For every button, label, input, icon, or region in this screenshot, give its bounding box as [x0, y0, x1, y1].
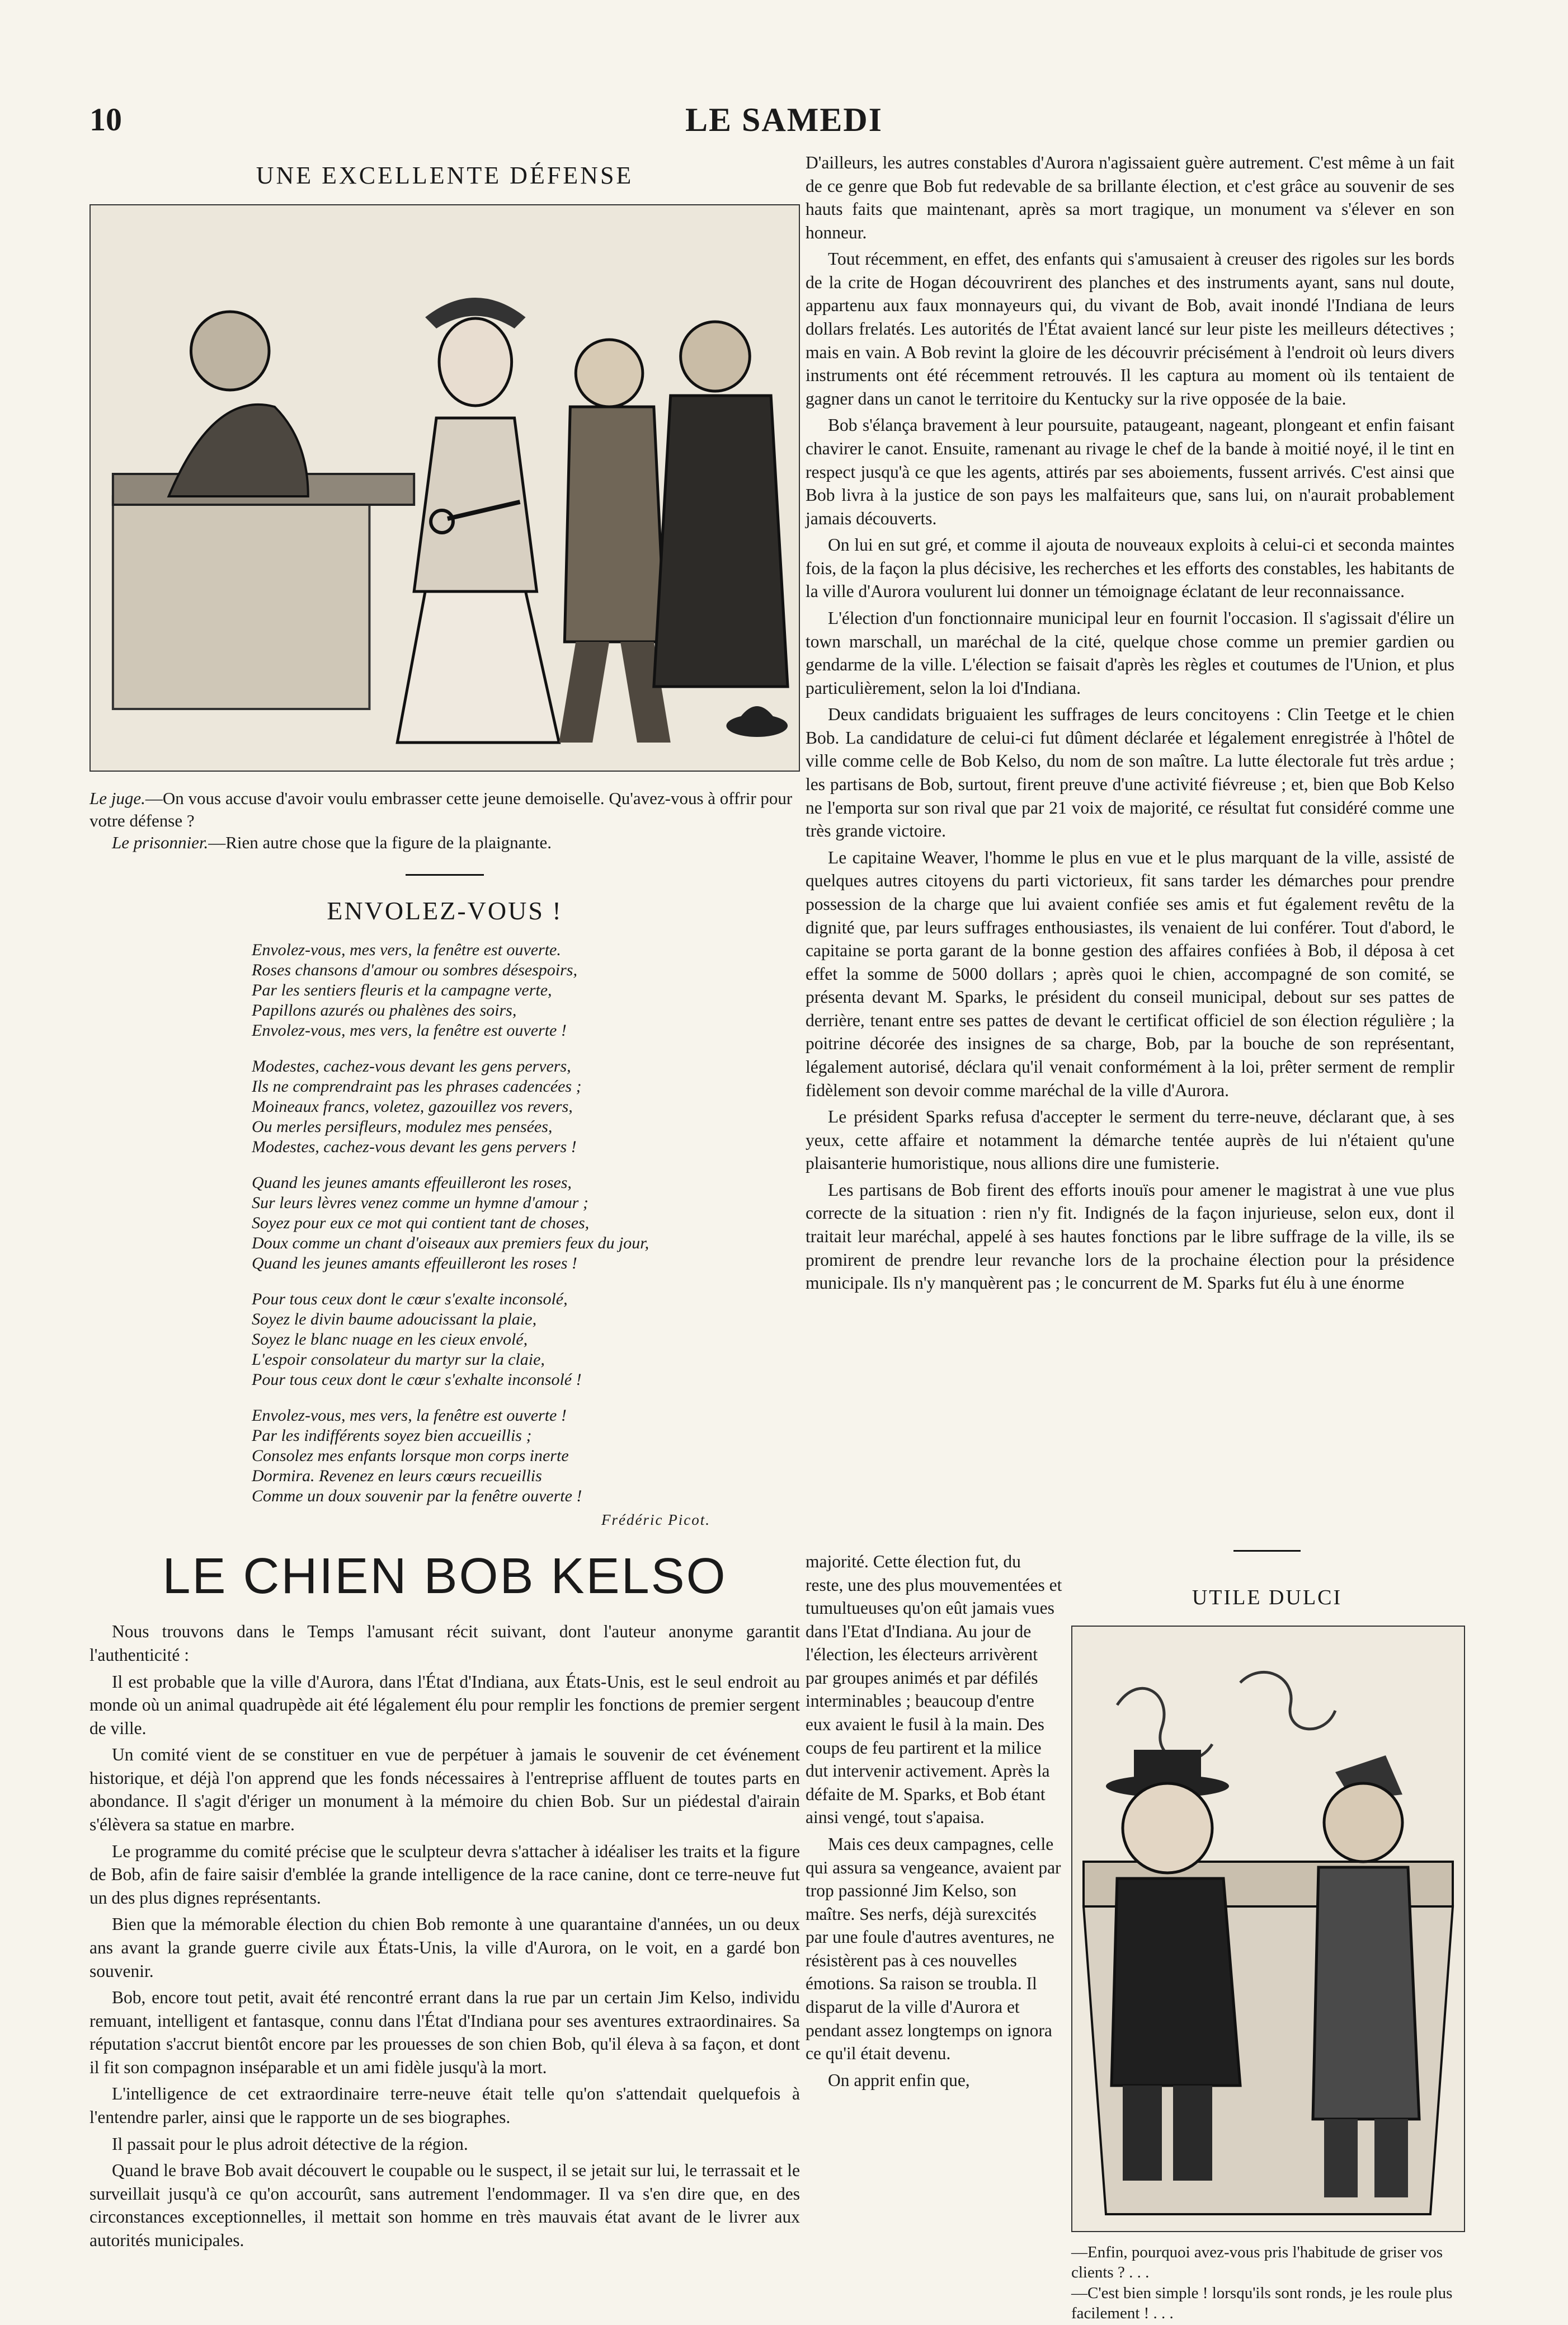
excellente-caption [90, 787, 800, 854]
article-paragraph: Les partisans de Bob firent des efforts inouïs pour amener le magistrat à une vue plus correcte de la situation : rien n'y fit. Indignés de la façon injurieuse, selon eux, dont il traitait leur maréchal, appelé à ses hautes fonctions par le libre suffrage de la ville, ils se promirent de prendre leur revanche lors de la prochaine élection pour la présidence municipale. Ils n'y manquèrent pas ; le concurrent de M. Sparks fut élu à une énorme [806, 1180, 1454, 1293]
article-body-narrow [806, 1550, 1063, 2095]
article-headline: LE CHIEN BOB KELSO [162, 1548, 727, 1605]
caption-text: —On vous accuse d'avoir voulu embrasser cette jeune demoiselle. Qu'avez-vous à offrir pour votre défense ? [90, 788, 793, 830]
utile-caption [1071, 2242, 1463, 2323]
poem-title: ENVOLEZ-VOUS ! [327, 896, 563, 926]
article-paragraph: Il passait pour le plus adroit détective de la région. [112, 2134, 468, 2154]
utile-title: UTILE DULCI [1192, 1586, 1343, 1609]
article-paragraph: Deux candidats briguaient les suffrages de leurs concitoyens : Clin Teetge et le chien Bob. La candidature de celui-ci fut dûment déclarée et légalement enregistrée à l'hôtel de ville comme celle de Bob Kelso, du nom de son maître. La lutte électorale fut très ardue ; les partisans de Bob, surtout, firent preuve d'une activité fiévreuse ; et, bien que Bob Kelso ne l'emporta sur son rival que par 21 voix de majorité, ce résultat fut considéré comme une très grande victoire. [806, 704, 1454, 841]
poem-stanza: Modestes, cachez-vous devant les gens pervers, Ils ne comprendraint pas les phrases cadencées ; Moineaux francs, voletez, gazouillez vos revers, Ou merles persifleurs, modulez mes pensées, Modestes, cachez-vous devant les gens pervers ! [252, 1057, 582, 1157]
article-paragraph: On apprit enfin que, [828, 2070, 970, 2090]
tavern-drawing [1072, 1627, 1464, 2231]
article-paragraph: Un comité vient de se constituer en vue de perpétuer à jamais le souvenir de cet événement historique, et déjà l'on apprend que les fonds nécessaires à l'entreprise affluent de toutes parts en abondance. Il s'agit d'ériger un monument à la mémoire du chien Bob. Sur un piédestal d'airain s'élèvera sa statue en marbre. [90, 1745, 800, 1835]
article-paragraph: Quand le brave Bob avait découvert le coupable ou le suspect, il se jetait sur lui, le terrassait et le surveillait jusqu'à ce qu'on accourût, sans autrement l'endommager. Il va s'en dire que, en des circonstances exceptionnelles, il mettait son homme en très mauvais état avant de le livrer aux autorités municipales. [90, 2160, 800, 2250]
caption-line: —C'est bien simple ! lorsqu'ils sont ronds, je les roule plus facilement ! . . . [1071, 2284, 1453, 2322]
article-paragraph: D'ailleurs, les autres constables d'Aurora n'agissaient guère autrement. C'est même à un fait de ce genre que Bob fut redevable de sa brillante élection, et c'est grâce au souvenir de ses hauts faits que maintenant, après sa mort tragique, un monument va s'élever en son honneur. [806, 153, 1454, 242]
article-body-left [90, 1620, 800, 2252]
caption-speaker: Le juge. [90, 788, 145, 808]
poem-stanza: Envolez-vous, mes vers, la fenêtre est ouverte ! Par les indifférents soyez bien accueillis ; Consolez mes enfants lorsque mon corps inerte Dormira. Revenez en leurs cœurs recueillis Comme un doux souvenir par la fenêtre ouverte ! [252, 1406, 582, 1506]
right-column [806, 151, 1454, 1298]
caption-line-judge [90, 787, 800, 832]
page-number: 10 [90, 101, 122, 138]
poem-stanza: Pour tous ceux dont le cœur s'exalte inconsolé, Soyez le divin baume adoucissant la plaie, Soyez le blanc nuage en les cieux envolé, L'espoir consolateur du martyr sur la claie, Pour tous ceux dont le cœur s'exhalte inconsolé ! [252, 1290, 582, 1389]
article-paragraph: Le capitaine Weaver, l'homme le plus en vue et le plus marquant de la ville, assisté de quelques autres citoyens du parti victorieux, fit sans tarder les démarches pour prendre possession de la charge que lui avaient confiée ses amis et fut également revêtu de la dignité que, par leurs suffrages enthousiastes, ils venaient de lui conférer. Tout d'abord, le capitaine se porta garant de la bonne gestion des affaires confiées à Bob, il déposa à cet effet la somme de 5000 dollars ; après quoi le chien, accompagné de son comité, se présenta devant M. Sparks, le président du conseil municipal, debout sur ses pattes de derrière, tenant entre ses pattes de devant le certificat officiel de son élection régulière ; la poitrine décorée des insignes de sa charge, Bob, par la bouche de son représentant, légalement autorisé, déclara qu'il venait conformément à la loi, prêter serment de remplir fidèlement son devoir comme maréchal de la ville d'Aurora. [806, 847, 1454, 1100]
caption-text: —Rien autre chose que la figure de la plaignante. [208, 833, 552, 853]
poem-stanza: Quand les jeunes amants effeuilleront les roses, Sur leurs lèvres venez comme un hymne d'amour ; Soyez pour eux ce mot qui contient tant de choses, Doux comme un chant d'oiseaux aux premiers feux du jour, Quand les jeunes amants effeuilleront les roses ! [252, 1173, 649, 1273]
article-paragraph: Mais ces deux campagnes, celle qui assura sa vengeance, avaient par trop passionné Jim Kelso, son maître. Ses nerfs, déjà surexcités par une foule d'autres aventures, ne résistèrent pas à ces nouvelles émotions. Sa raison se troubla. Il disparut de la ville d'Aurora et pendant assez longtemps on ignora ce qu'il était devenu. [806, 1834, 1061, 2064]
article-paragraph: L'élection d'un fonctionnaire municipal leur en fournit l'occasion. Il s'agissait d'élire un town marschall, un maréchal de la cité, quelque chose comme un premier gardien ou gendarme de la ville. L'élection se faisait d'après les règles et coutumes de l'Union, et plus particulièrement, selon la loi d'Indiana. [806, 608, 1454, 698]
poem-author: Frédéric Picot. [601, 1511, 710, 1529]
poem-body [252, 940, 738, 1529]
courtroom-drawing [91, 205, 799, 771]
article-paragraph: On lui en sut gré, et comme il ajouta de nouveaux exploits à celui-ci et seconda maintes fois, de la façon la plus décisive, les recherches et les efforts des constables, les habitants de la ville d'Aurora voulurent lui donner un témoignage éclatant de leur reconnaissance. [806, 535, 1454, 602]
article-paragraph: Le programme du comité précise que le sculpteur devra s'attacher à idéaliser les traits et la figure de Bob, afin de faire saisir d'emblée la grande intelligence de la race canine, dont ce terre-neuve fut un des plus dignes représentants. [90, 1841, 800, 1908]
article-paragraph: Il est probable que la ville d'Aurora, dans l'État d'Indiana, aux États-Unis, est le seul endroit au monde où un animal quadrupède ait été légalement élu pour remplir les fonctions de premier sergent de ville. [90, 1671, 800, 1738]
article-paragraph: L'intelligence de cet extraordinaire terre-neuve était telle qu'on s'attendait quelquefois à l'entendre parler, ainsi que le rapporte un de ses biographes. [90, 2084, 800, 2127]
left-column [90, 151, 800, 2255]
poem-stanza: Envolez-vous, mes vers, la fenêtre est ouverte. Roses chansons d'amour ou sombres désespoirs, Par les sentiers fleuris et la campagne verte, Papillons azurés ou phalènes des soirs, Envolez-vous, mes vers, la fenêtre est ouverte ! [252, 941, 577, 1040]
article-paragraph: Bob s'élança bravement à leur poursuite, pataugeant, nageant, plongeant et enfin faisant chavirer le canot. Ensuite, ramenant au rivage le chef de la bande à moitié noyé, il le tint en respect jusqu'à ce que les agents, attirés par ses aboiements, fussent arrivés. C'est ainsi que Bob livra à la justice de son pays les malfaiteurs que, sans lui, on n'aurait probablement jamais découverts. [806, 415, 1454, 528]
section-divider [406, 874, 484, 876]
section-divider [1233, 1550, 1301, 1552]
caption-line-prisoner [112, 832, 800, 854]
article-body-right [806, 151, 1454, 1295]
article-paragraph: majorité. Cette élection fut, du reste, une des plus mouvementées et tumultueuses qu'on eût jamais vues dans l'Etat d'Indiana. Au jour de l'élection, les électeurs arrivèrent par groupes animés et par défilés interminables ; beaucoup d'entre eux avaient le fusil à la main. Des coups de feu partirent et la milice dut intervenir activement. Après la défaite de M. Sparks, et Bob étant ainsi vengé, tout s'apaisa. [806, 1552, 1062, 1828]
section-title-excellente: UNE EXCELLENTE DÉFENSE [256, 162, 634, 189]
article-paragraph: Bien que la mémorable élection du chien Bob remonte à une quarantaine d'années, un ou deux ans avant la grande guerre civile aux États-Unis, la ville d'Aurora, on le voit, en a gardé bon souvenir. [90, 1914, 800, 1981]
courtroom-illustration [90, 204, 800, 772]
article-paragraph: Nous trouvons dans le Temps l'amusant récit suivant, dont l'auteur anonyme garantit l'authenticité : [90, 1622, 800, 1665]
article-paragraph: Le président Sparks refusa d'accepter le serment du terre-neuve, déclarant que, à ses yeux, cette affaire et notamment la démarche tentée auprès de lui n'étaient qu'une plaisanterie humoristique, nous allions dire une fumisterie. [806, 1107, 1454, 1173]
article-paragraph: Bob, encore tout petit, avait été rencontré errant dans la rue par un certain Jim Kelso, individu remuant, intelligent et fantasque, connu dans l'État d'Indiana pour ses aventures extraordinaires. Sa réputation s'accrut bientôt encore par les prouesses de son chien Bob, qu'il éleva à sa façon, et dont il fit son compagnon inséparable et un ami fidèle jusqu'à la mort. [90, 1988, 800, 2077]
article-paragraph: Tout récemment, en effet, des enfants qui s'amusaient à creuser des rigoles sur les bords de la crite de Hogan découvrirent des planches et des instruments ayant, sans nul doute, appartenu aux faux monnayeurs qui, du vivant de Bob, avait inondé l'Indiana de leurs dollars frelatés. Les autorités de l'État avaient lancé sur leur piste les meilleurs détectives ; mais en vain. A Bob revint la gloire de les découvrir précisément à l'endroit où leurs divers instruments ont été récemment retrouvés. Il les captura au moment où ils tentaient de gagner dans un canot le territoire du Kentucky sur la rive opposée de la baie. [806, 249, 1454, 408]
caption-line: —Enfin, pourquoi avez-vous pris l'habitude de griser vos clients ? . . . [1071, 2243, 1443, 2282]
utile-section [1071, 1550, 1463, 2323]
tavern-illustration [1071, 1626, 1465, 2232]
caption-speaker: Le prisonnier. [112, 833, 209, 853]
masthead: LE SAMEDI [685, 101, 883, 138]
